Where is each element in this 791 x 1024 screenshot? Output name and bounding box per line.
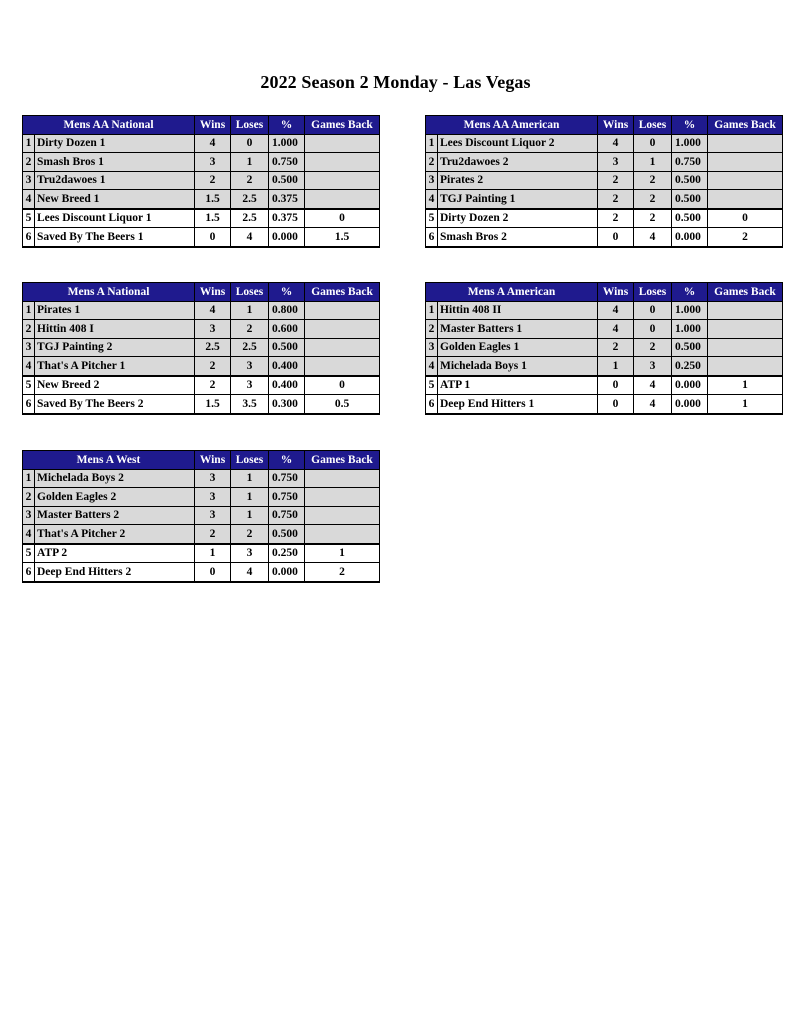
table-header-row bbox=[23, 116, 380, 135]
pct-cell: 0.500 bbox=[269, 525, 305, 544]
table-row bbox=[23, 228, 380, 247]
table-row bbox=[23, 488, 380, 507]
wins-cell: 4 bbox=[195, 134, 231, 153]
wins-cell: 2 bbox=[195, 376, 231, 395]
pct-cell: 0.300 bbox=[269, 395, 305, 414]
loses-cell: 4 bbox=[634, 228, 672, 247]
rank-cell: 6 bbox=[23, 228, 35, 247]
table-row bbox=[426, 376, 783, 395]
loses-header: Loses bbox=[231, 451, 269, 470]
pct-cell: 0.500 bbox=[672, 171, 708, 190]
loses-cell: 3.5 bbox=[231, 395, 269, 414]
table-row bbox=[23, 525, 380, 544]
division-name: Mens A National bbox=[23, 283, 195, 302]
rank-cell: 3 bbox=[426, 171, 438, 190]
games-back-cell: 0 bbox=[305, 376, 380, 395]
pct-cell: 0.500 bbox=[672, 190, 708, 209]
table-row bbox=[426, 209, 783, 228]
rank-cell: 4 bbox=[23, 525, 35, 544]
wins-header: Wins bbox=[598, 116, 634, 135]
games-back-cell bbox=[305, 153, 380, 172]
rank-cell: 5 bbox=[23, 544, 35, 563]
games-back-cell: 1 bbox=[708, 376, 783, 395]
rank-cell: 6 bbox=[426, 395, 438, 414]
wins-cell: 2 bbox=[598, 338, 634, 357]
team-name: Deep End Hitters 1 bbox=[438, 395, 598, 414]
rank-cell: 4 bbox=[426, 357, 438, 376]
loses-cell: 4 bbox=[634, 395, 672, 414]
games-back-header: Games Back bbox=[305, 451, 380, 470]
games-back-cell bbox=[708, 153, 783, 172]
pct-cell: 0.250 bbox=[672, 357, 708, 376]
loses-cell: 3 bbox=[231, 544, 269, 563]
rank-cell: 1 bbox=[426, 134, 438, 153]
loses-cell: 1 bbox=[634, 153, 672, 172]
rank-cell: 4 bbox=[426, 190, 438, 209]
games-back-cell: 0 bbox=[708, 209, 783, 228]
pct-cell: 0.250 bbox=[269, 544, 305, 563]
table-row bbox=[23, 357, 380, 376]
team-name: ATP 2 bbox=[35, 544, 195, 563]
table-header-row bbox=[426, 283, 783, 302]
pct-cell: 1.000 bbox=[672, 301, 708, 320]
wins-cell: 3 bbox=[195, 320, 231, 339]
loses-cell: 2 bbox=[634, 209, 672, 228]
table-row bbox=[426, 395, 783, 414]
rank-cell: 1 bbox=[23, 469, 35, 488]
team-name: Smash Bros 1 bbox=[35, 153, 195, 172]
wins-cell: 3 bbox=[195, 506, 231, 525]
rank-cell: 5 bbox=[426, 209, 438, 228]
table-row bbox=[23, 395, 380, 414]
table-row bbox=[23, 301, 380, 320]
table-row bbox=[23, 153, 380, 172]
rank-cell: 3 bbox=[23, 171, 35, 190]
standings-table bbox=[22, 282, 380, 415]
wins-cell: 2 bbox=[598, 209, 634, 228]
loses-cell: 3 bbox=[231, 357, 269, 376]
table-row bbox=[426, 190, 783, 209]
games-back-cell bbox=[305, 469, 380, 488]
rank-cell: 1 bbox=[23, 134, 35, 153]
rank-cell: 1 bbox=[426, 301, 438, 320]
table-row bbox=[426, 338, 783, 357]
pct-cell: 1.000 bbox=[269, 134, 305, 153]
wins-cell: 3 bbox=[598, 153, 634, 172]
games-back-cell bbox=[708, 357, 783, 376]
team-name: Michelada Boys 1 bbox=[438, 357, 598, 376]
loses-header: Loses bbox=[231, 283, 269, 302]
games-back-cell bbox=[708, 171, 783, 190]
rank-cell: 2 bbox=[23, 320, 35, 339]
wins-cell: 2 bbox=[598, 171, 634, 190]
loses-cell: 1 bbox=[231, 488, 269, 507]
wins-header: Wins bbox=[598, 283, 634, 302]
games-back-cell: 2 bbox=[708, 228, 783, 247]
rank-cell: 4 bbox=[23, 190, 35, 209]
team-name: Saved By The Beers 2 bbox=[35, 395, 195, 414]
games-back-cell: 1 bbox=[305, 544, 380, 563]
table-header-row bbox=[23, 451, 380, 470]
rank-cell: 5 bbox=[23, 209, 35, 228]
wins-cell: 4 bbox=[195, 301, 231, 320]
loses-cell: 3 bbox=[231, 376, 269, 395]
table-row bbox=[426, 320, 783, 339]
games-back-cell bbox=[305, 171, 380, 190]
pct-cell: 0.000 bbox=[269, 228, 305, 247]
wins-cell: 0 bbox=[195, 563, 231, 582]
standings-table bbox=[425, 282, 783, 415]
rank-cell: 6 bbox=[23, 395, 35, 414]
loses-cell: 1 bbox=[231, 301, 269, 320]
team-name: Golden Eagles 2 bbox=[35, 488, 195, 507]
pct-cell: 0.500 bbox=[672, 338, 708, 357]
wins-cell: 1 bbox=[195, 544, 231, 563]
pct-cell: 0.800 bbox=[269, 301, 305, 320]
team-name: Saved By The Beers 1 bbox=[35, 228, 195, 247]
pct-cell: 0.375 bbox=[269, 190, 305, 209]
team-name: ATP 1 bbox=[438, 376, 598, 395]
table-row bbox=[23, 544, 380, 563]
loses-cell: 0 bbox=[634, 301, 672, 320]
loses-cell: 2.5 bbox=[231, 209, 269, 228]
pct-cell: 0.375 bbox=[269, 209, 305, 228]
table-row bbox=[426, 301, 783, 320]
team-name: Dirty Dozen 2 bbox=[438, 209, 598, 228]
games-back-cell bbox=[708, 320, 783, 339]
wins-header: Wins bbox=[195, 283, 231, 302]
games-back-cell: 0.5 bbox=[305, 395, 380, 414]
games-back-cell bbox=[708, 190, 783, 209]
wins-cell: 4 bbox=[598, 134, 634, 153]
games-back-header: Games Back bbox=[305, 283, 380, 302]
team-name: Lees Discount Liquor 1 bbox=[35, 209, 195, 228]
team-name: Hittin 408 I bbox=[35, 320, 195, 339]
wins-cell: 1.5 bbox=[195, 190, 231, 209]
games-back-cell bbox=[708, 134, 783, 153]
team-name: Tru2dawoes 1 bbox=[35, 171, 195, 190]
pct-header: % bbox=[672, 116, 708, 135]
games-back-header: Games Back bbox=[708, 116, 783, 135]
table-row bbox=[23, 209, 380, 228]
loses-cell: 3 bbox=[634, 357, 672, 376]
games-back-cell bbox=[305, 506, 380, 525]
rank-cell: 6 bbox=[426, 228, 438, 247]
loses-cell: 4 bbox=[231, 563, 269, 582]
team-name: That's A Pitcher 1 bbox=[35, 357, 195, 376]
standings-table bbox=[425, 115, 783, 248]
wins-cell: 4 bbox=[598, 301, 634, 320]
table-row bbox=[23, 469, 380, 488]
table-header-row bbox=[426, 116, 783, 135]
table-row bbox=[23, 506, 380, 525]
team-name: Tru2dawoes 2 bbox=[438, 153, 598, 172]
team-name: Golden Eagles 1 bbox=[438, 338, 598, 357]
pct-cell: 0.400 bbox=[269, 376, 305, 395]
rank-cell: 2 bbox=[426, 320, 438, 339]
loses-cell: 2 bbox=[231, 320, 269, 339]
wins-header: Wins bbox=[195, 116, 231, 135]
loses-cell: 4 bbox=[231, 228, 269, 247]
pct-cell: 0.600 bbox=[269, 320, 305, 339]
table-row bbox=[23, 171, 380, 190]
loses-cell: 2.5 bbox=[231, 338, 269, 357]
pct-cell: 0.750 bbox=[672, 153, 708, 172]
rank-cell: 2 bbox=[23, 488, 35, 507]
team-name: Pirates 2 bbox=[438, 171, 598, 190]
wins-cell: 0 bbox=[598, 376, 634, 395]
standings-table bbox=[22, 450, 380, 583]
loses-cell: 0 bbox=[634, 134, 672, 153]
loses-cell: 0 bbox=[231, 134, 269, 153]
games-back-cell bbox=[305, 301, 380, 320]
games-back-cell bbox=[305, 488, 380, 507]
pct-cell: 0.400 bbox=[269, 357, 305, 376]
loses-cell: 0 bbox=[634, 320, 672, 339]
loses-cell: 2 bbox=[634, 338, 672, 357]
loses-header: Loses bbox=[634, 116, 672, 135]
pct-header: % bbox=[269, 116, 305, 135]
pct-cell: 0.000 bbox=[672, 376, 708, 395]
team-name: TGJ Painting 2 bbox=[35, 338, 195, 357]
games-back-cell bbox=[708, 338, 783, 357]
pct-cell: 0.750 bbox=[269, 153, 305, 172]
page-title: 2022 Season 2 Monday - Las Vegas bbox=[260, 72, 531, 92]
rank-cell: 2 bbox=[426, 153, 438, 172]
loses-header: Loses bbox=[634, 283, 672, 302]
wins-cell: 4 bbox=[598, 320, 634, 339]
table-row bbox=[23, 338, 380, 357]
rank-cell: 3 bbox=[23, 338, 35, 357]
pct-cell: 0.000 bbox=[672, 395, 708, 414]
table-row bbox=[23, 134, 380, 153]
rank-cell: 1 bbox=[23, 301, 35, 320]
wins-cell: 3 bbox=[195, 469, 231, 488]
games-back-cell bbox=[305, 525, 380, 544]
team-name: Michelada Boys 2 bbox=[35, 469, 195, 488]
table-row bbox=[426, 134, 783, 153]
loses-cell: 2 bbox=[231, 525, 269, 544]
team-name: Lees Discount Liquor 2 bbox=[438, 134, 598, 153]
games-back-cell bbox=[305, 357, 380, 376]
rank-cell: 6 bbox=[23, 563, 35, 582]
loses-cell: 2 bbox=[231, 171, 269, 190]
team-name: Smash Bros 2 bbox=[438, 228, 598, 247]
loses-cell: 2.5 bbox=[231, 190, 269, 209]
table-row bbox=[426, 357, 783, 376]
division-name: Mens AA American bbox=[426, 116, 598, 135]
rank-cell: 5 bbox=[23, 376, 35, 395]
rank-cell: 2 bbox=[23, 153, 35, 172]
wins-cell: 1.5 bbox=[195, 395, 231, 414]
team-name: Hittin 408 II bbox=[438, 301, 598, 320]
team-name: That's A Pitcher 2 bbox=[35, 525, 195, 544]
team-name: Dirty Dozen 1 bbox=[35, 134, 195, 153]
pct-header: % bbox=[672, 283, 708, 302]
games-back-cell: 1 bbox=[708, 395, 783, 414]
pct-cell: 1.000 bbox=[672, 134, 708, 153]
loses-header: Loses bbox=[231, 116, 269, 135]
games-back-cell: 2 bbox=[305, 563, 380, 582]
pct-cell: 0.000 bbox=[269, 563, 305, 582]
loses-cell: 4 bbox=[634, 376, 672, 395]
loses-cell: 1 bbox=[231, 469, 269, 488]
pct-header: % bbox=[269, 451, 305, 470]
wins-cell: 3 bbox=[195, 488, 231, 507]
games-back-header: Games Back bbox=[305, 116, 380, 135]
team-name: Master Batters 1 bbox=[438, 320, 598, 339]
wins-cell: 1 bbox=[598, 357, 634, 376]
pct-cell: 0.750 bbox=[269, 506, 305, 525]
loses-cell: 1 bbox=[231, 153, 269, 172]
table-row bbox=[23, 376, 380, 395]
wins-cell: 2.5 bbox=[195, 338, 231, 357]
pct-cell: 0.500 bbox=[672, 209, 708, 228]
pct-header: % bbox=[269, 283, 305, 302]
wins-cell: 2 bbox=[195, 525, 231, 544]
games-back-cell bbox=[708, 301, 783, 320]
wins-cell: 0 bbox=[195, 228, 231, 247]
pct-cell: 0.750 bbox=[269, 469, 305, 488]
pct-cell: 1.000 bbox=[672, 320, 708, 339]
rank-cell: 4 bbox=[23, 357, 35, 376]
games-back-cell bbox=[305, 338, 380, 357]
rank-cell: 5 bbox=[426, 376, 438, 395]
table-row bbox=[426, 171, 783, 190]
team-name: New Breed 1 bbox=[35, 190, 195, 209]
standings-table bbox=[22, 115, 380, 248]
table-row bbox=[23, 320, 380, 339]
wins-cell: 2 bbox=[195, 171, 231, 190]
pct-cell: 0.500 bbox=[269, 338, 305, 357]
team-name: Pirates 1 bbox=[35, 301, 195, 320]
pct-cell: 0.750 bbox=[269, 488, 305, 507]
division-name: Mens AA National bbox=[23, 116, 195, 135]
games-back-header: Games Back bbox=[708, 283, 783, 302]
table-row bbox=[426, 228, 783, 247]
wins-cell: 0 bbox=[598, 228, 634, 247]
games-back-cell: 0 bbox=[305, 209, 380, 228]
rank-cell: 3 bbox=[23, 506, 35, 525]
wins-cell: 2 bbox=[195, 357, 231, 376]
wins-cell: 1.5 bbox=[195, 209, 231, 228]
team-name: Deep End Hitters 2 bbox=[35, 563, 195, 582]
table-header-row bbox=[23, 283, 380, 302]
loses-cell: 1 bbox=[231, 506, 269, 525]
table-row bbox=[426, 153, 783, 172]
team-name: TGJ Painting 1 bbox=[438, 190, 598, 209]
wins-header: Wins bbox=[195, 451, 231, 470]
pct-cell: 0.000 bbox=[672, 228, 708, 247]
games-back-cell bbox=[305, 320, 380, 339]
games-back-cell bbox=[305, 190, 380, 209]
table-row bbox=[23, 563, 380, 582]
loses-cell: 2 bbox=[634, 190, 672, 209]
rank-cell: 3 bbox=[426, 338, 438, 357]
team-name: Master Batters 2 bbox=[35, 506, 195, 525]
wins-cell: 3 bbox=[195, 153, 231, 172]
loses-cell: 2 bbox=[634, 171, 672, 190]
team-name: New Breed 2 bbox=[35, 376, 195, 395]
division-name: Mens A American bbox=[426, 283, 598, 302]
pct-cell: 0.500 bbox=[269, 171, 305, 190]
games-back-cell: 1.5 bbox=[305, 228, 380, 247]
wins-cell: 2 bbox=[598, 190, 634, 209]
division-name: Mens A West bbox=[23, 451, 195, 470]
wins-cell: 0 bbox=[598, 395, 634, 414]
games-back-cell bbox=[305, 134, 380, 153]
table-row bbox=[23, 190, 380, 209]
